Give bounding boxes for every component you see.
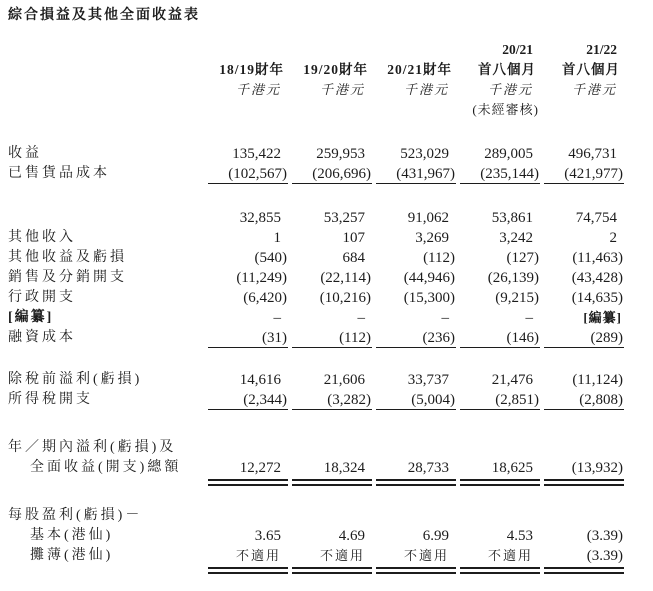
- col-period: [204, 40, 288, 60]
- col-unit: 千港元: [403, 82, 449, 97]
- col-unit: 千港元: [571, 82, 617, 97]
- header-row-year: [8, 60, 653, 80]
- value-cell: (112): [288, 328, 372, 348]
- value-cell: 28,733: [372, 458, 456, 478]
- col-period: [288, 40, 372, 60]
- value-cell: (44,946): [403, 270, 455, 286]
- value-cell: (14,635): [571, 290, 623, 306]
- value-cell: (3.39): [586, 528, 623, 544]
- row-label: 基本(港仙): [30, 528, 114, 543]
- table-row-eps-basic: [8, 526, 653, 546]
- value-cell: 不適用: [372, 546, 456, 566]
- table-row-eps-heading: [8, 506, 653, 526]
- value-cell: 3,242: [499, 230, 533, 246]
- value-cell: 14,616: [239, 372, 281, 388]
- value-cell: (102,567): [204, 164, 288, 184]
- value-cell: 91,062: [407, 210, 449, 226]
- row-label: 行政開支: [8, 290, 76, 305]
- col-year: 18/19財年: [219, 62, 284, 77]
- value-cell: (235,144): [456, 164, 540, 184]
- value-cell: (26,139): [487, 270, 539, 286]
- row-label: 銷售及分銷開支: [8, 270, 127, 285]
- col-note: [372, 100, 456, 120]
- value-cell: (2,344): [204, 390, 288, 410]
- value-cell: 289,005: [484, 146, 533, 162]
- table-row-total-line1: [8, 438, 653, 458]
- value-cell: 33,737: [407, 372, 449, 388]
- value-cell: [372, 438, 456, 458]
- row-label: 除稅前溢利(虧損): [8, 372, 143, 387]
- value-cell: 3.65: [254, 528, 281, 544]
- value-cell: 21,606: [323, 372, 365, 388]
- row-label: 融資成本: [8, 330, 76, 345]
- col-year: 首八個月: [562, 62, 620, 77]
- table-row-profit-before-tax: [8, 370, 653, 390]
- value-cell: [456, 506, 540, 526]
- value-cell: 1: [273, 230, 281, 246]
- value-cell: 18,625: [456, 458, 540, 478]
- value-cell: 6.99: [422, 528, 449, 544]
- table-row-gross-profit: [8, 208, 653, 228]
- spacer: [8, 120, 653, 144]
- value-cell: –: [525, 310, 533, 326]
- value-cell: –: [441, 310, 449, 326]
- value-cell: [編纂]: [583, 310, 622, 325]
- value-cell: (10,216): [319, 290, 371, 306]
- value-cell: (206,696): [288, 164, 372, 184]
- value-cell: (13,932): [540, 458, 624, 478]
- value-cell: 3,269: [415, 230, 449, 246]
- col-note: [288, 100, 372, 120]
- table-row-admin-expenses: [8, 288, 653, 308]
- value-cell: 4.69: [338, 528, 365, 544]
- value-cell: 12,272: [204, 458, 288, 478]
- value-cell: [372, 506, 456, 526]
- spacer: [8, 184, 653, 208]
- value-cell: 不適用: [288, 546, 372, 566]
- col-year: 20/21財年: [387, 62, 452, 77]
- value-cell: 4.53: [506, 528, 533, 544]
- row-label: 全面收益(開支)總額: [30, 460, 182, 475]
- col-note: [204, 100, 288, 120]
- value-cell: (2,851): [456, 390, 540, 410]
- value-cell: [204, 506, 288, 526]
- table-row-total-line2: [8, 458, 653, 478]
- value-cell: (15,300): [403, 290, 455, 306]
- value-cell: –: [357, 310, 365, 326]
- table-row-revenue: [8, 144, 653, 164]
- value-cell: 523,029: [400, 146, 449, 162]
- value-cell: (22,114): [320, 270, 371, 286]
- table-row-selling-expenses: [8, 268, 653, 288]
- value-cell: 496,731: [568, 146, 617, 162]
- spacer: [8, 410, 653, 438]
- row-label: 所得稅開支: [8, 392, 93, 407]
- header-spacer: [8, 60, 204, 80]
- table-row-cogs: [8, 164, 653, 184]
- row-label: 收益: [8, 146, 42, 161]
- value-cell: 32,855: [239, 210, 281, 226]
- value-cell: (421,977): [540, 164, 624, 184]
- col-period: [372, 40, 456, 60]
- value-cell: (3.39): [540, 546, 624, 566]
- value-cell: (146): [456, 328, 540, 348]
- value-cell: [456, 438, 540, 458]
- value-cell: [204, 438, 288, 458]
- row-label: 其他收入: [8, 230, 76, 245]
- value-cell: (11,124): [572, 372, 623, 388]
- value-cell: [288, 438, 372, 458]
- table-row-income-tax: [8, 390, 653, 410]
- row-label: 年／期內溢利(虧損)及: [8, 440, 177, 455]
- col-note: (未經審核): [472, 102, 539, 117]
- value-cell: 684: [342, 250, 365, 266]
- value-cell: (43,428): [571, 270, 623, 286]
- value-cell: 18,324: [288, 458, 372, 478]
- value-cell: (540): [254, 250, 287, 266]
- value-cell: 107: [342, 230, 365, 246]
- income-statement-table: [8, 40, 653, 566]
- value-cell: [540, 438, 624, 458]
- header-row-unit: [8, 80, 653, 100]
- value-cell: 2: [609, 230, 617, 246]
- value-cell: 259,953: [316, 146, 365, 162]
- col-year: 首八個月: [478, 62, 536, 77]
- value-cell: (289): [540, 328, 624, 348]
- value-cell: 135,422: [232, 146, 281, 162]
- value-cell: (11,463): [572, 250, 623, 266]
- value-cell: 不適用: [456, 546, 540, 566]
- col-unit: 千港元: [319, 82, 365, 97]
- value-cell: (236): [372, 328, 456, 348]
- value-cell: 21,476: [491, 372, 533, 388]
- row-label: 已售貨品成本: [8, 166, 110, 181]
- header-spacer: [8, 40, 204, 60]
- value-cell: –: [273, 310, 281, 326]
- table-row-finance-costs: [8, 328, 653, 348]
- table-row-redacted: [8, 308, 653, 328]
- value-cell: (5,004): [372, 390, 456, 410]
- row-label: 攤薄(港仙): [30, 548, 114, 563]
- col-unit: 千港元: [487, 82, 533, 97]
- page-title: 綜合損益及其他全面收益表: [8, 8, 200, 23]
- value-cell: (3,282): [288, 390, 372, 410]
- header-row-period: [8, 40, 653, 60]
- value-cell: (127): [506, 250, 539, 266]
- value-cell: (431,967): [372, 164, 456, 184]
- value-cell: 不適用: [204, 546, 288, 566]
- value-cell: (6,420): [243, 290, 287, 306]
- table-row-other-income: [8, 228, 653, 248]
- value-cell: (112): [423, 250, 455, 266]
- header-row-note: [8, 100, 653, 120]
- table-row-eps-diluted: [8, 546, 653, 566]
- col-year: 19/20財年: [303, 62, 368, 77]
- spacer: [8, 348, 653, 370]
- row-label: 其他收益及虧損: [8, 250, 127, 265]
- value-cell: (31): [204, 328, 288, 348]
- row-label: [8, 208, 204, 228]
- value-cell: [540, 506, 624, 526]
- header-spacer: [8, 80, 204, 100]
- col-note: [540, 100, 624, 120]
- table-row-other-gains-losses: [8, 248, 653, 268]
- header-spacer: [8, 100, 204, 120]
- value-cell: [288, 506, 372, 526]
- row-label: [編纂]: [8, 310, 54, 325]
- row-label: 每股盈利(虧損)－: [8, 508, 143, 523]
- col-period: 21/22: [586, 42, 617, 57]
- col-period: 20/21: [502, 42, 533, 57]
- value-cell: (9,215): [495, 290, 539, 306]
- value-cell: (2,808): [540, 390, 624, 410]
- value-cell: (11,249): [236, 270, 287, 286]
- col-unit: 千港元: [235, 82, 281, 97]
- value-cell: 53,257: [323, 210, 365, 226]
- value-cell: 74,754: [575, 210, 617, 226]
- value-cell: 53,861: [491, 210, 533, 226]
